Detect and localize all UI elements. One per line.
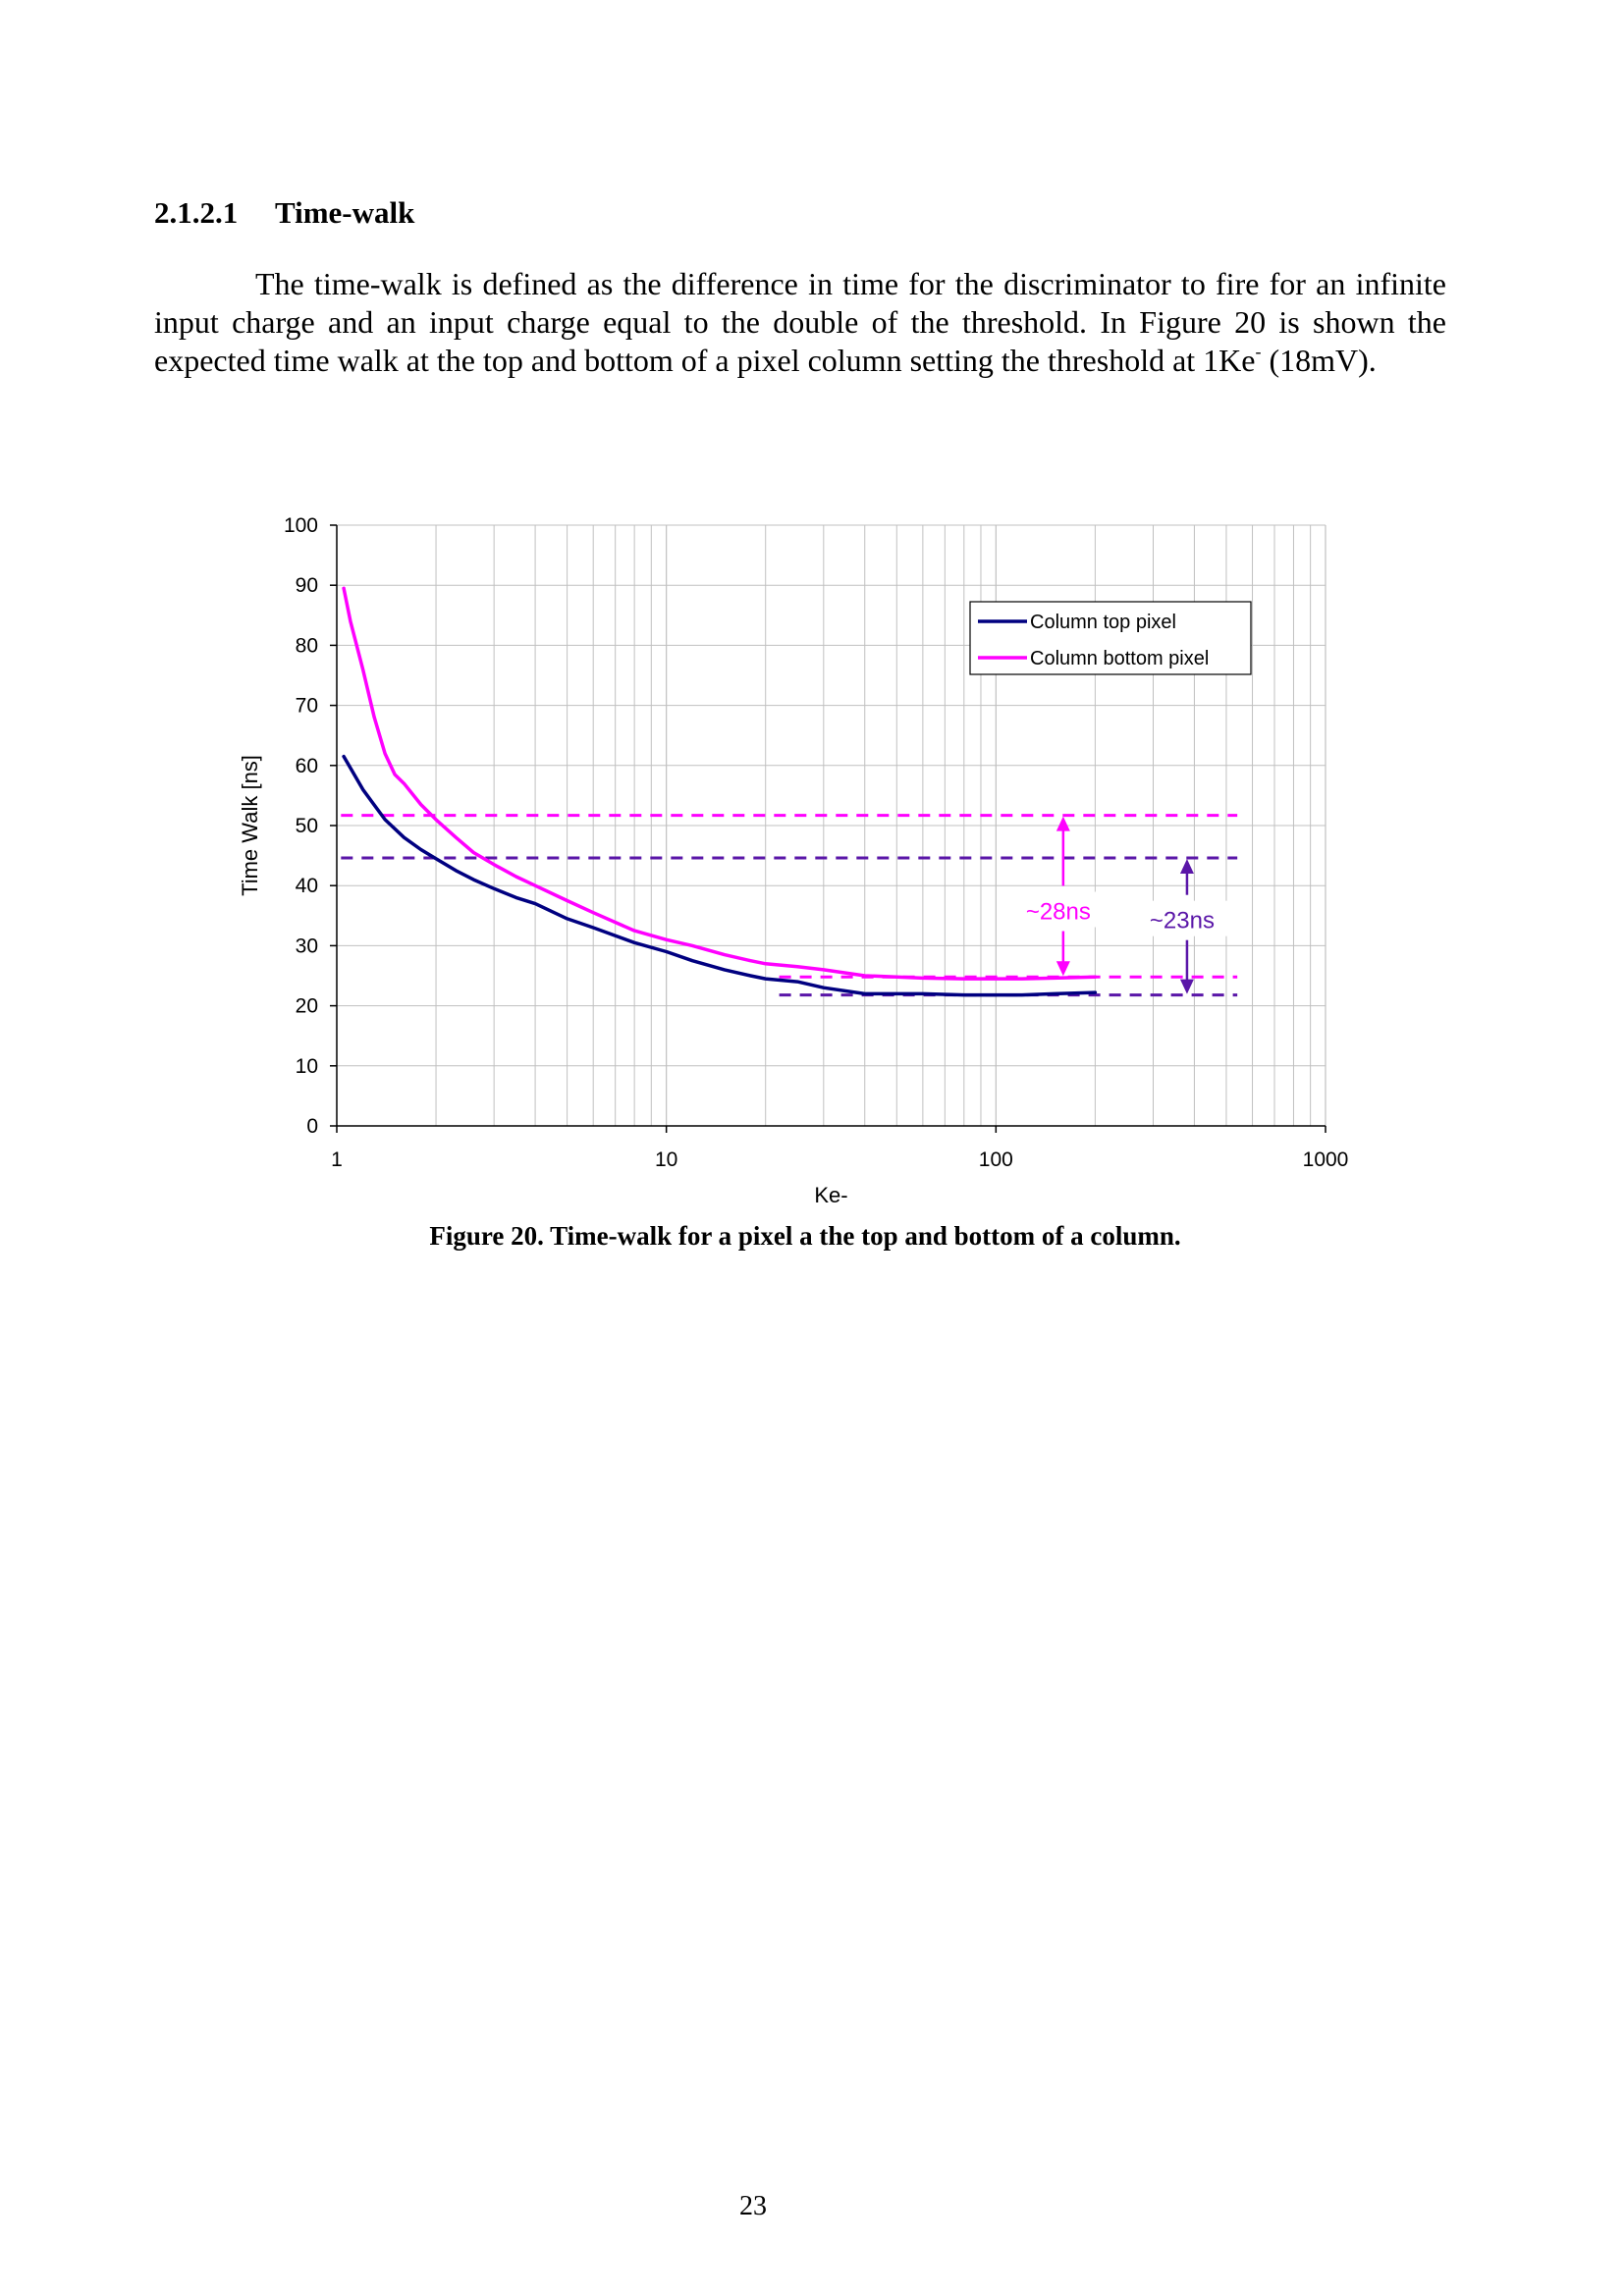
y-tick-label: 40 [295, 875, 318, 898]
y-axis-label: Time Walk [ns] [238, 755, 262, 896]
annotation-arrow-head-down [1056, 961, 1070, 976]
y-tick-label: 20 [295, 994, 318, 1018]
y-tick-label: 70 [295, 694, 318, 718]
legend-entry: Column bottom pixel [1030, 648, 1210, 669]
annotation-arrow-head-down [1180, 980, 1194, 994]
y-tick-label: 90 [295, 574, 318, 598]
section-number: 2.1.2.1 [154, 195, 239, 230]
page-number: 23 [739, 2191, 767, 2221]
y-tick-label: 50 [295, 815, 318, 837]
x-tick-label: 10 [654, 1148, 678, 1171]
y-tick-label: 30 [295, 934, 318, 958]
x-tick-label: 1 [331, 1148, 343, 1171]
paragraph-text: The time-walk is defined as the difference in time for the discriminator to fire for an infinite input charge and an input charge equal to the double of the threshold. In Figure 20 is shown the expected time walk at the top and bottom of a pixel column setting the threshold at 1Ke [154, 266, 1446, 378]
paragraph-text-end: (18mV). [1261, 343, 1377, 378]
x-tick-label: 100 [978, 1148, 1013, 1171]
annotation-arrow-head-up [1180, 859, 1194, 874]
legend-entry: Column top pixel [1030, 612, 1176, 633]
annotation-label-bottom-pixel: ~28ns [1025, 898, 1091, 926]
y-tick-label: 60 [295, 754, 318, 777]
y-tick-label: 10 [295, 1054, 318, 1078]
y-tick-label: 100 [283, 514, 318, 537]
annotation-arrow-head-up [1056, 817, 1070, 831]
annotation-label-top-pixel: ~23ns [1149, 907, 1215, 934]
figure-caption: Figure 20. Time-walk for a pixel a the top and bottom of a column. [429, 1221, 1181, 1251]
superscript-minus: - [1255, 342, 1262, 361]
x-tick-label: 1000 [1302, 1148, 1349, 1171]
series-line-top-pixel [344, 757, 1095, 995]
y-tick-label: 0 [306, 1115, 318, 1138]
x-axis-label: Ke- [814, 1183, 848, 1207]
section-title: Time-walk [275, 195, 415, 230]
y-tick-label: 80 [295, 634, 318, 658]
